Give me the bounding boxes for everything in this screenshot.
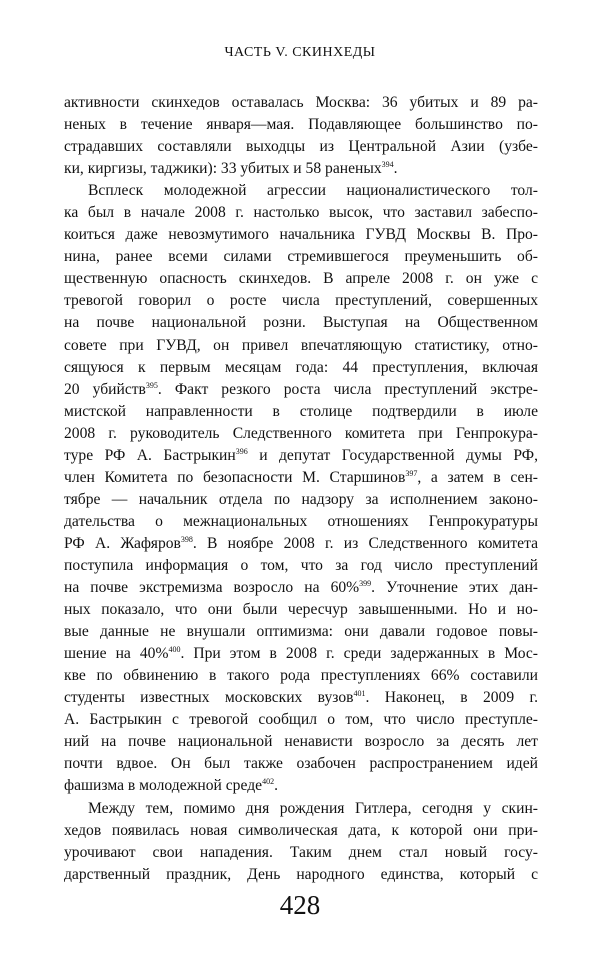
text-line xyxy=(64,555,538,577)
text-line-content: студенты известных московских вузов xyxy=(64,689,354,707)
text-line xyxy=(64,842,538,864)
text-line-content: РФ А. Жафяров xyxy=(64,534,181,552)
page-number: 428 xyxy=(279,890,321,920)
text-line-tail: . Наконец, в 2009 г. xyxy=(365,689,538,707)
text-line-tail: . В ноябре 2008 г. из Следственного комитета xyxy=(192,534,538,552)
text-line xyxy=(64,180,538,202)
text-line xyxy=(64,136,538,158)
text-line-tail: . xyxy=(274,777,278,795)
footnote-reference: 402 xyxy=(262,777,275,787)
text-line xyxy=(64,268,538,290)
text-line-content: неных в течение января—мая. Подавляющее большинство по- xyxy=(64,116,538,134)
text-line-content: почти вдвое. Он был также озабочен распространением идей xyxy=(64,755,538,773)
text-line-content: кве по обвинению в такого рода преступлениях 66% составили xyxy=(64,667,538,685)
text-line xyxy=(64,820,538,842)
text-line-content: Между тем, помимо дня рождения Гитлера, сегодня у скин- xyxy=(88,799,538,817)
text-line-content: коиться даже невозмутимого начальника ГУВД Москвы В. Про- xyxy=(64,226,538,244)
text-line-content: тревогой говорил о росте числа преступлений, совершенных xyxy=(64,292,538,310)
text-line xyxy=(64,621,538,643)
text-line-content: нина, ранее всеми силами стремившегося преуменьшить об- xyxy=(64,248,538,266)
text-line xyxy=(64,709,538,731)
text-line-content: фашизма в молодежной среде xyxy=(64,777,263,795)
text-line-content: совете при ГУВД, он привел впечатляющую статистику, отно- xyxy=(64,336,538,354)
text-line xyxy=(64,423,538,445)
text-line-content: ний на почве национальной ненависти возросло за десять лет xyxy=(64,733,538,751)
text-line-content: шение на 40% xyxy=(64,645,169,663)
text-line xyxy=(64,665,538,687)
text-line-content: страдавших составляли выходцы из Центральной Азии (узбе- xyxy=(64,138,538,156)
footnote-reference: 399 xyxy=(359,579,372,589)
footnote-reference: 397 xyxy=(405,468,418,478)
footnote-reference: 396 xyxy=(235,446,248,456)
text-line xyxy=(64,335,538,357)
footnote-reference: 395 xyxy=(145,380,158,390)
text-line xyxy=(64,246,538,268)
text-line xyxy=(64,687,538,709)
text-line xyxy=(64,753,538,775)
text-line xyxy=(64,599,538,621)
text-line-tail: . Факт резкого роста числа преступлений экстре- xyxy=(157,380,538,398)
text-line-content: туре РФ А. Бастрыкин xyxy=(64,446,236,464)
text-line xyxy=(64,312,538,334)
footnote-reference: 398 xyxy=(180,534,193,544)
text-line-content: тябре — начальник отдела по надзору за исполнением законо- xyxy=(64,490,538,508)
text-line xyxy=(64,224,538,246)
text-line-content: 2008 г. руководитель Следственного комитета при Генпрокура- xyxy=(64,424,538,442)
footnote-reference: 394 xyxy=(381,160,394,170)
text-line xyxy=(64,379,538,401)
text-line-tail: . При этом в 2008 г. среди задержанных в Мос- xyxy=(180,645,539,663)
text-line-tail: , а затем в сен- xyxy=(417,468,538,486)
text-line xyxy=(64,511,538,533)
footnote-reference: 400 xyxy=(168,645,181,655)
text-line-content: урочивают свои нападения. Таким днем стал новый госу- xyxy=(64,843,538,861)
text-line-tail: . xyxy=(393,160,398,178)
text-line-tail: и депутат Государственной думы РФ, xyxy=(247,446,538,464)
text-line-content: 20 убийств xyxy=(64,380,146,398)
footnote-reference: 401 xyxy=(353,689,366,699)
text-line-content: активности скинхедов оставалась Москва: 36 убитых и 89 ра- xyxy=(64,94,538,111)
text-line-content: сящуюся к первым месяцам года: 44 преступления, включая xyxy=(64,358,538,376)
text-line-content: ка был в начале 2008 г. настолько высок, что заставил забеспо- xyxy=(64,204,538,222)
text-line xyxy=(64,775,538,797)
text-line-content: ки, киргизы, таджики): 33 убитых и 58 раненых xyxy=(64,160,382,178)
text-line xyxy=(64,445,538,467)
text-line xyxy=(64,798,538,820)
text-line xyxy=(64,731,538,753)
text-line-content: на почве национальной розни. Выступая на Общественном xyxy=(64,314,538,332)
text-line xyxy=(64,533,538,555)
text-line-content: щественную опасность скинхедов. В апреле 2008 г. он уже с xyxy=(64,270,538,288)
text-line xyxy=(64,864,538,886)
text-line xyxy=(64,202,538,224)
text-line xyxy=(64,357,538,379)
text-line xyxy=(64,577,538,599)
text-line-content: поступила информация о том, что за год число преступлений xyxy=(64,556,538,574)
text-line-content: хедов появилась новая символическая дата, к которой они при- xyxy=(64,821,538,839)
text-line xyxy=(64,158,538,180)
text-line xyxy=(64,401,538,423)
text-line-content: ных показало, что они были чересчур завышенными. Но и но- xyxy=(64,601,538,619)
running-head: ЧАСТЬ V. СКИНХЕДЫ xyxy=(224,45,376,60)
text-line-content: А. Бастрыкин с тревогой сообщил о том, что число преступле- xyxy=(64,711,538,729)
text-line-content: вые данные не внушали оптимизма: они давали годовое повы- xyxy=(64,623,538,641)
text-line-content: дательства о межнациональных отношениях Генпрокуратуры xyxy=(64,512,538,530)
text-line xyxy=(64,489,538,511)
text-line-content: член Комитета по безопасности М. Старшинов xyxy=(64,468,406,486)
text-line xyxy=(64,290,538,312)
text-line-content: на почве экстремизма возросло на 60% xyxy=(64,579,360,597)
body-text xyxy=(64,92,538,886)
text-line-content: мистской направленности в столице подтвердили в июле xyxy=(64,402,538,420)
text-line-tail: . Уточнение этих дан- xyxy=(371,579,539,597)
text-line xyxy=(64,92,538,114)
text-line-content: Всплеск молодежной агрессии националистического тол- xyxy=(88,182,538,200)
text-line-content: дарственный праздник, День народного единства, который с xyxy=(64,865,538,883)
text-line xyxy=(64,114,538,136)
text-line xyxy=(64,467,538,489)
text-line xyxy=(64,643,538,665)
